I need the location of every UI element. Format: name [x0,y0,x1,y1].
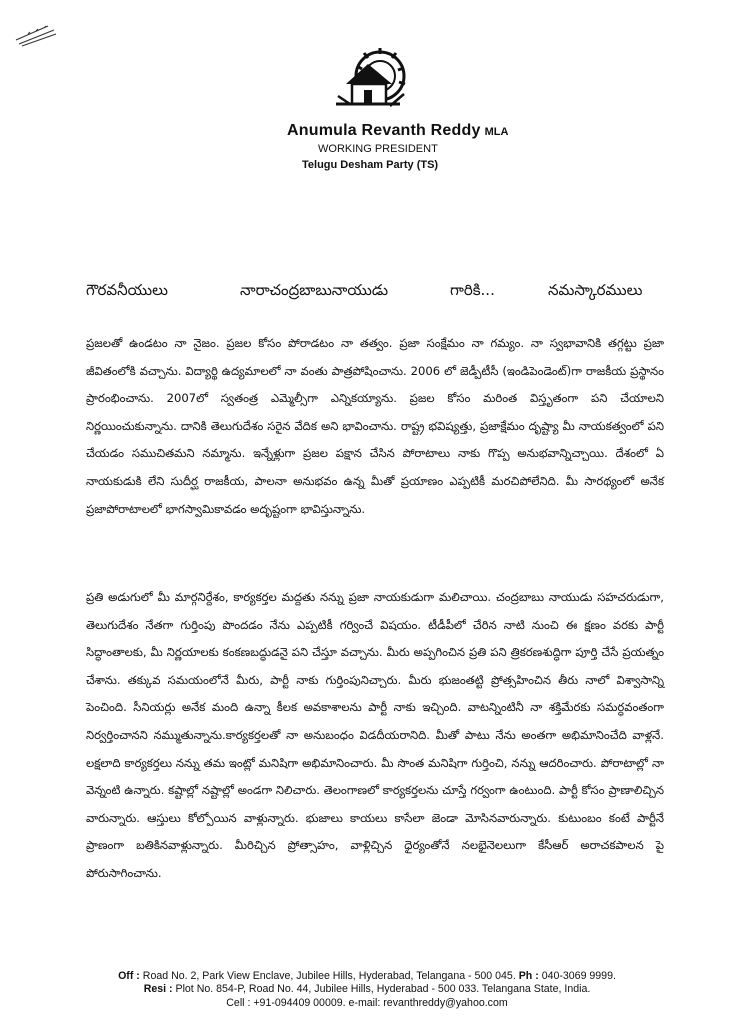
salutation-honorific: గారికి... [450,281,495,299]
letterhead-party: Telugu Desham Party (TS) [302,159,439,171]
footer-phone-label: Ph : [518,970,539,982]
footer-phone: 040-3069 9999. [541,970,616,982]
footer-email: revanthreddy@yahoo.com [383,996,508,1009]
footer-residence-address: Plot No. 854-P, Road No. 44, Jubilee Hills, Hyderabad - 500 033. Telangana State, India. [175,983,591,996]
pen-scribble-icon [14,22,58,50]
letterhead-name: Anumula Revanth Reddy [287,122,481,139]
footer-cell-label: Cell : [226,996,251,1009]
letterhead-suffix: MLA [484,126,509,138]
footer-office-line [0,970,734,983]
body-paragraph-2: ప్రతి అడుగులో మీ మార్గనిర్దేశం, కార్యకర్తల మద్దతు నన్ను ప్రజా నాయకుడుగా మలిచాయి. చంద్రబాబు నాయుడు సహచరుడుగా, తెలుగుదేశం నేతగా గుర్తింపు పొందడం నేను ఎప్పటికీ గర్వించే విషయం. టీడీపీలో చేరిన నాటి నుంచి ఈ క్షణం వరకు పార్టీ సిద్ధాంతాలకు, మీ నిర్ణయాలకు కంకణబద్ధుడనై పని చేస్తూ వచ్చాను. మీరు అప్పగించిన ప్రతి పని త్రికరణశుద్ధిగా పూర్తి చేసే ప్రయత్నం చేశాను. తక్కువ సమయంలోనే మీరు, పార్టీ నాకు గుర్తింపునిచ్చారు. మీరు భుజంతట్టి ప్రోత్సహించిన తీరు నాలో విశ్వాసాన్ని పెంచింది. సీనియర్లు అనేక మంది ఉన్నా కీలక అవకాశాలను పార్టీ నాకు ఇచ్చింది. వాటన్నింటినీ నా శక్తిమేరకు సమర్ధవంతంగా నిర్వర్తించానని నమ్ముతున్నాను.కార్యకర్తలతో నా అనుబంధం విడదీయరానిది. మీతో పాటు నేను అంతగా అభిమానించేది వాళ్లనే. లక్షలాది కార్యకర్తలు నన్ను తమ ఇంట్లో మనిషిగా అభిమానించారు. మీ సొంత మనిషిగా గుర్తించి, నన్ను ఆదరించారు. పోరాటాల్లో నా వెన్నంటి ఉన్నారు. కష్టాల్లో నష్టాల్లో అండగా నిలిచారు. తెలంగాణలో కార్యకర్తలను చూస్తే గర్వంగా ఉంటుంది. పార్టీ కోసం ప్రాణాలిచ్చిన వారున్నారు. ఆస్తులు కోల్పోయిన వాళ్లున్నారు. భుజాలు కాయలు కాసేలా జెండా మోసినవారున్నారు. కుటుంబం కంటే పార్టీనే ప్రాణంగా బతికినవాళ్లున్నారు. మీరిచ్చిన ప్రోత్సాహం, వాళ్లిచ్చిన ధైర్యంతోనే నలభైనెలలుగా కేసీఆర్ అరాచకపాలన పై పోరుసాగించాను. [86,590,664,880]
letter-footer [0,970,734,1010]
salutation-respected: గౌరవనీయులు [86,281,168,299]
footer-cell: +91-094409 00009. [253,996,346,1009]
footer-office-address: Road No. 2, Park View Enclave, Jubilee Hills, Hyderabad, Telangana - 500 045. [142,970,516,982]
letterhead-designation: WORKING PRESIDENT [318,143,438,155]
footer-residence-label: Resi : [143,983,173,996]
footer-office-label: Off : [118,970,140,982]
salutation-line [86,281,666,305]
party-logo-icon [330,44,412,114]
salutation-addressee: నారాచంద్రబాబునాయుడు [240,281,389,299]
body-paragraph-1: ప్రజలతో ఉండటం నా నైజం. ప్రజల కోసం పోరాడటం నా తత్వం. ప్రజా సంక్షేమం నా గమ్యం. నా స్వభావానికి తగ్గట్టు ప్రజా జీవితంలోకి వచ్చాను. విద్యార్థి ఉద్యమాలలో నా వంతు పాత్రపోషించాను. 2006 లో జెడ్పీటీసీ (ఇండిపెండెంట్)గా రాజకీయ ప్రస్థానం ప్రారంభించాను. 2007లో స్వతంత్ర ఎమ్మెల్సీగా ఎన్నికయ్యాను. ప్రజల కోసం మరింత విస్తృతంగా పని చేయాలని నిర్ణయించుకున్నాను. దానికి తెలుగుదేశం సరైన వేదిక అని భావించాను. రాష్ట్ర భవిష్యత్తు, ప్రజాక్షేమం దృష్ట్యా మీ నాయకత్వంలో పని చేయడం సముచితమని నమ్మాను. ఇన్నేళ్లుగా ప్రజల పక్షాన చేసిన పోరాటాలు నాకు గొప్ప అనుభవాన్నిచ్చాయి. దేశంలో ఏ నాయకుడుకి లేని సుదీర్ఘ రాజకీయ, పాలనా అనుభవం ఉన్న మీతో ప్రయాణం ఎప్పటికీ మరచిపోలేనిది. మీ సారథ్యంలో అనేక ప్రజాపోరాటాలలో భాగస్వామికావడం అదృష్టంగా భావిస్తున్నాను. [86,336,664,516]
footer-email-label: e-mail: [348,996,381,1009]
salutation-greeting: నమస్కారములు [548,281,643,299]
letterhead-name-line [287,120,587,140]
footer-contact-line [0,997,734,1010]
footer-residence-line [0,983,734,996]
